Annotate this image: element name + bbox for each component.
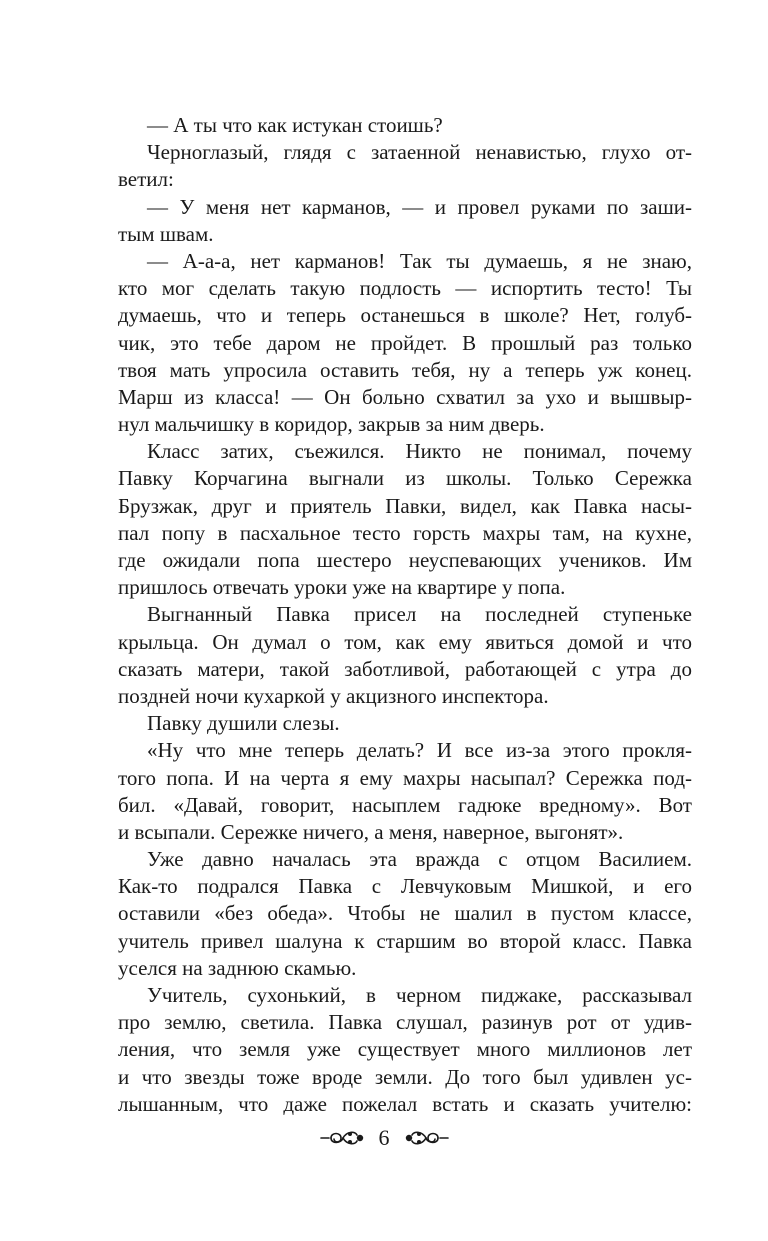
page-number: 6 — [378, 1125, 390, 1150]
text-line: чик, это тебе даром не пройдет. В прошлый раз только — [118, 330, 692, 355]
text-line: где ожидали попа шестеро неуспевающих учеников. Им — [118, 548, 692, 572]
text-line: сказать матери, такой заботливой, работающей с утра до — [118, 656, 692, 681]
text-line: Выгнанный Павка присел на последней ступеньке — [147, 602, 692, 627]
text-line: поздней ночи кухаркой у акцизного инспектора. — [118, 683, 549, 708]
text-line: Черноглазый, глядя с затаенной ненавистью, глухо от- — [147, 140, 692, 165]
text-line: «Ну что мне теперь делать? И все из-за этого прокля- — [147, 738, 692, 763]
text-line: пал попу в пасхальное тесто горсть махры там, на кухне, — [118, 520, 692, 545]
text-line: пришлось отвечать уроки уже на квартире у попа. — [118, 575, 566, 600]
text-line: Класс затих, съежился. Никто не понимал, почему — [147, 439, 692, 464]
text-line: кто мог сделать такую подлость — испортить тесто! Ты — [118, 276, 692, 301]
text-line: лышанным, что даже пожелал встать и сказать учителю: — [118, 1091, 692, 1116]
text-line: Учитель, сухонький, в черном пиджаке, рассказывал — [147, 983, 692, 1007]
paragraph — [118, 846, 692, 982]
right-ornament-icon — [404, 1127, 450, 1149]
page-footer — [0, 1122, 768, 1154]
paragraph — [118, 601, 692, 710]
text-line: думаешь, что и теперь останешься в школе? Нет, голуб- — [118, 303, 692, 328]
text-line: про землю, светила. Павка слушал, разинув рот от удив- — [118, 1010, 692, 1035]
paragraph — [118, 194, 692, 248]
paragraph — [118, 248, 692, 438]
text-line: Павку Корчагина выгнали из школы. Только Сережка — [118, 466, 692, 491]
paragraph — [118, 710, 692, 737]
text-line: — А-а-а, нет карманов! Так ты думаешь, я не знаю, — [147, 248, 692, 273]
body-text — [118, 112, 692, 1118]
paragraph — [118, 139, 692, 193]
text-line: и что звезды тоже вроде земли. До того был удивлен ус- — [118, 1064, 692, 1089]
text-line: уселся на заднюю скамью. — [118, 955, 357, 980]
text-line: крыльца. Он думал о том, как ему явиться домой и что — [118, 629, 692, 654]
text-line: нул мальчишку в коридор, закрыв за ним дверь. — [118, 412, 545, 437]
text-line: учитель привел шалуна к старшим во второй класс. Павка — [118, 928, 692, 953]
paragraph — [118, 112, 692, 139]
text-line: Брузжак, друг и приятель Павки, видел, как Павка насы- — [118, 493, 692, 518]
text-line: ветил: — [118, 167, 174, 192]
text-line: — А ты что как истукан стоишь? — [147, 113, 443, 137]
text-line: того попа. И на черта я ему махры насыпал? Сережка под- — [118, 765, 692, 790]
text-line: тым швам. — [118, 221, 214, 246]
text-line: Уже давно началась эта вражда с отцом Василием. — [147, 847, 692, 872]
text-line: Павку душили слезы. — [147, 711, 340, 736]
text-line: — У меня нет карманов, — и провел руками по заши- — [147, 194, 692, 219]
paragraph — [118, 438, 692, 601]
text-line: и всыпали. Сережке ничего, а меня, наверное, выгонят». — [118, 819, 624, 844]
text-line: ления, что земля уже существует много миллионов лет — [118, 1037, 692, 1062]
text-line: твоя мать упросила оставить тебя, ну а теперь уж конец. — [118, 357, 692, 382]
text-line: оставили «без обеда». Чтобы не шалил в пустом классе, — [118, 901, 692, 926]
text-line: бил. «Давай, говорит, насыплем гадюке вредному». Вот — [118, 792, 692, 817]
left-ornament-icon — [319, 1127, 365, 1149]
paragraph — [118, 982, 692, 1118]
paragraph — [118, 737, 692, 846]
text-line: Марш из класса! — Он больно схватил за ухо и вышвыр- — [118, 384, 692, 409]
text-line: Как-то подрался Павка с Левчуковым Мишкой, и его — [118, 874, 692, 899]
